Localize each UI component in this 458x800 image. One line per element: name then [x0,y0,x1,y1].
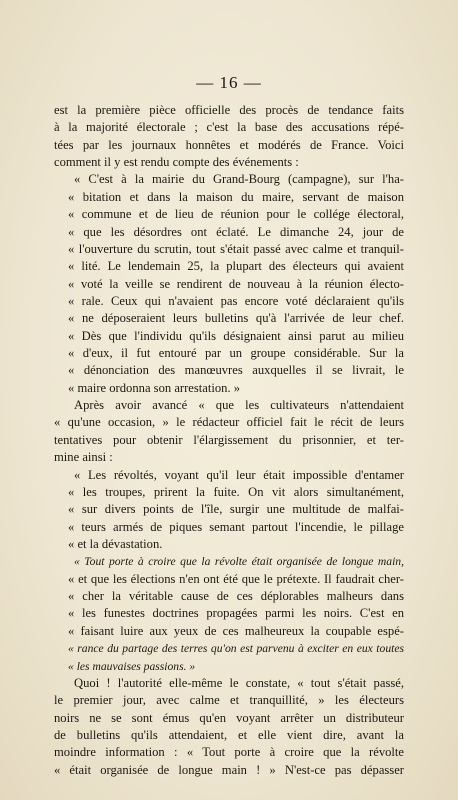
text-line: de bulletins qu'ils attendaient, et elle vient dire, avant la [54,727,404,742]
text-line: tées par les journaux honnêtes et modérés de France. Voici [54,137,404,152]
text-line: « l'ouverture du scrutin, tout s'était passé avec calme et tranquil- [68,241,404,256]
text-line: comment il y est rendu compte des événements : [54,155,299,170]
text-line: « que les désordres ont éclaté. Le dimanche 24, jour de [68,224,404,239]
text-line: « Dès que l'individu qu'ils désignaient ainsi parut au milieu [68,328,404,343]
text-line: « C'est à la mairie du Grand-Bourg (campagne), sur l'ha- [74,172,404,187]
text-line: « sur divers points de l'île, surgir une multitude de malfai- [68,502,404,517]
text-line: « Les révoltés, voyant qu'il leur était impossible d'entamer [74,467,404,482]
text-line: « teurs armés de piques semant partout l'incendie, le pillage [68,519,404,534]
text-line: « les funestes doctrines propagées parmi les noirs. C'est en [68,606,404,621]
text-line: noirs ne se sont émus qu'en voyant arrêter un distributeur [54,710,404,725]
body-text [54,102,404,779]
text-line: « bitation et dans la maison du maire, servant de maison [68,189,404,204]
text-line: « dénonciation des manœuvres auxquelles il se livrait, le [68,363,404,378]
text-line: « commune et de lieu de réunion pour le collége électoral, [68,207,404,222]
text-line: Quoi ! l'autorité elle-même le constate, « tout s'était passé, [74,675,404,690]
text-line: « lité. Le lendemain 25, la plupart des électeurs qui avaient [68,259,404,274]
text-line: « voté la veille se rendirent de nouveau à la réunion électo- [68,276,404,291]
text-line: « maire ordonna son arrestation. » [68,380,241,395]
text-line: le premier jour, avec calme et tranquillité, » les électeurs [54,693,404,708]
text-line: « était organisée de longue main ! » N'est-ce pas dépasser [54,762,404,777]
text-line: « et la dévastation. [68,536,163,551]
text-line: moindre information : « Tout porte à croire que la révolte [54,745,404,760]
text-line: « les mauvaises passions. » [68,659,196,673]
text-line: « Tout porte à croire que la révolte était organisée de longue main, [74,555,404,569]
text-line: tentatives pour obtenir l'élargissement du prisonnier, et ter- [54,432,404,447]
text-line: « ne déposeraient leurs bulletins qu'à l'arrivée de leur chef. [68,311,404,326]
text-line: « rance du partage des terres qu'on est parvenu à exciter en eux toutes [68,642,404,656]
text-line: « cher la véritable cause de ces déplorables malheurs dans [68,589,404,604]
text-line: Après avoir avancé « que les cultivateurs n'attendaient [74,398,404,413]
text-line: à la majorité électorale ; c'est la base des accusations répé- [54,120,404,135]
text-line: « d'eux, il fut entouré par un groupe considérable. Sur la [68,346,404,361]
text-line: « les troupes, prirent la fuite. On vit alors simultanément, [68,484,404,499]
text-line: « rale. Ceux qui n'avaient pas encore voté déclaraient qu'ils [68,293,404,308]
text-line: « qu'une occasion, » le rédacteur officiel fait le récit de leurs [54,415,404,430]
text-line: « et que les élections n'en ont été que le prétexte. Il faudrait cher- [68,571,404,586]
page-number: — 16 — [196,73,262,92]
text-line: « faisant luire aux yeux de ces malheureux la coupable espé- [68,623,404,638]
text-line: mine ainsi : [54,450,113,465]
text-line: est la première pièce officielle des procès de tendance faits [54,103,404,117]
